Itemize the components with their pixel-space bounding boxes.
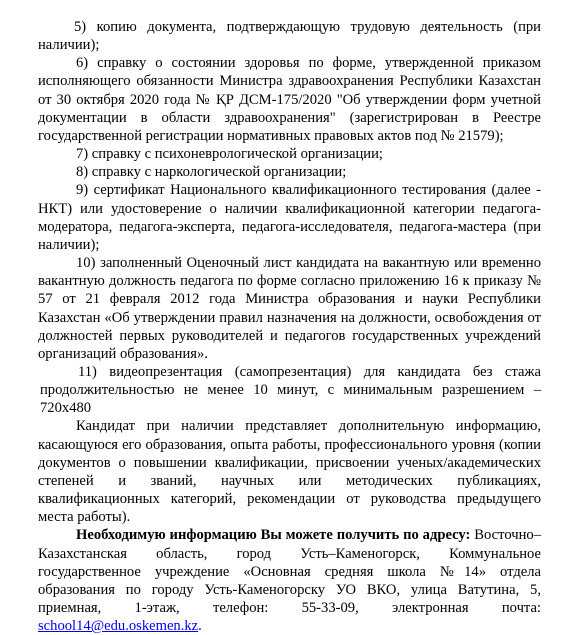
- list-item-6: 6) справку о состоянии здоровья по форме, утвержденной приказом исполняющего обязанности Министра здравоохранения Республики Казахстан от 30 октября 2020 года № ҚР ДСМ-175/2020 "Об утверждении форм учетной документации в области здравоохранения" (зарегистрирован в Реестре государственной регистрации нормативных правовых актов под № 21579);: [38, 55, 541, 144]
- contact-paragraph: [38, 526, 541, 635]
- list-item-5: 5) копию документа, подтверждающую трудовую деятельность (при наличии);: [38, 19, 541, 54]
- contact-address: Восточно–Казахстанская область, город Усть–Каменогорск, Коммунальное государственное учреждение «Основная средняя школа №14» отдела образования по городу Усть-Каменогорску УО ВКО, улица Ватутина, 5, приемная, 1-этаж, телефон: 55-33-09, электронная почта:: [38, 527, 541, 616]
- email-link[interactable]: school14@edu.oskemen.kz: [38, 618, 199, 635]
- document-body: [38, 18, 541, 635]
- candidate-note-paragraph: Кандидат при наличии представляет дополнительную информацию, касающуюся его образования, опыта работы, профессионального уровня (копии документов о повышении квалификации, присвоении ученых/академических степеней и званий, научных или методических публикациях, квалификационных категорий, рекомендации от руководства предыдущего места работы).: [38, 418, 541, 526]
- list-item-8: 8) справку с наркологической организации;: [76, 164, 347, 181]
- list-item-9: 9) сертификат Национального квалификационного тестирования (далее - НКТ) или удостоверение о наличии квалификационной категории педагога-модератора, педагога-эксперта, педагога-исследователя, педагога-мастера (при наличии);: [38, 182, 541, 253]
- list-item-10: 10) заполненный Оценочный лист кандидата на вакантную или временно вакантную должность педагога по форме согласно приложению 16 к приказу № 57 от 21 февраля 2012 года Министра образования и науки Республики Казахстан «Об утверждении правил назначения на должности, освобождения от должностей первых руководителей и педагогов государственных учреждений организаций образования».: [38, 255, 541, 362]
- list-item-7: 7) справку с психоневрологической организации;: [76, 146, 383, 163]
- contact-heading: Необходимую информацию Вы можете получить по адресу:: [76, 527, 471, 544]
- contact-trailing: .: [198, 618, 202, 635]
- list-item-11: 11) видеопрезентация (самопрезентация) для кандидата без стажа продолжительностью не менее 10 минут, с минимальным разрешением – 720x480: [40, 363, 541, 417]
